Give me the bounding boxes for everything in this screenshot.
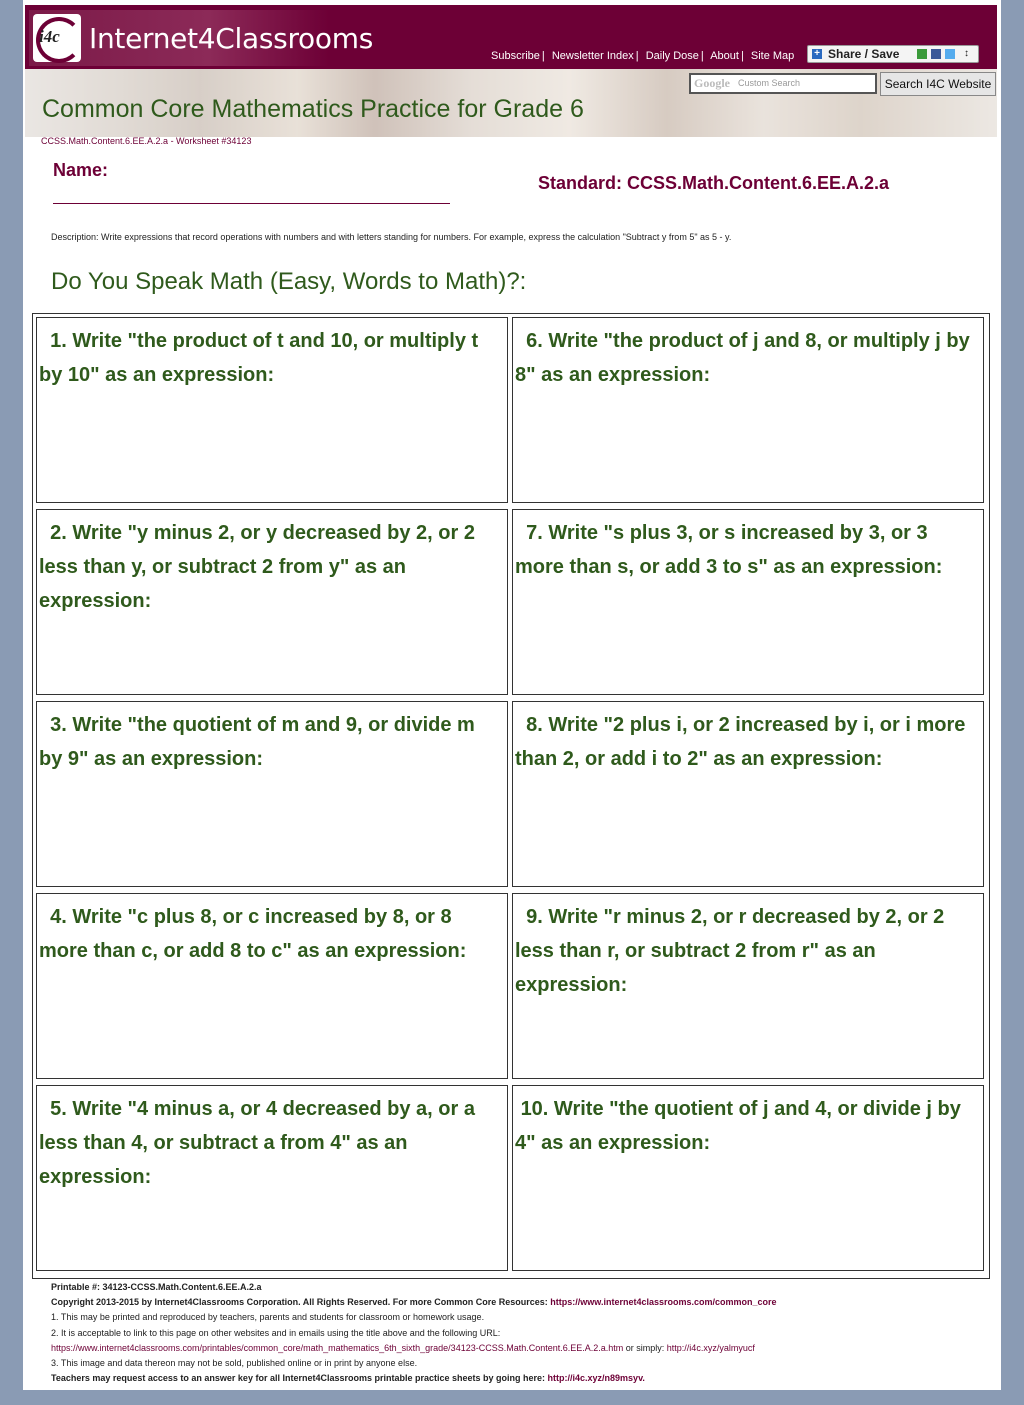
search-input[interactable] (689, 73, 877, 94)
footer (51, 1280, 991, 1386)
question-cell (36, 509, 508, 695)
nav-site-map[interactable]: Site Map (750, 50, 795, 62)
nav-daily-dose[interactable]: Daily Dose (645, 50, 699, 62)
url-line: https://www.internet4classrooms.com/printables/common_core/math_mathematics_6th_sixth_grade/34123-CCSS.Math.Content.6.EE.A.2.a.htm or simply: http://i4c.xyz/yalmyucf (51, 1342, 755, 1353)
banner (25, 69, 997, 137)
question-cell (36, 893, 508, 1079)
nav-newsletter-index[interactable]: Newsletter Index (551, 50, 634, 62)
question-text: 1. Write "the product of t and 10, or multiply t by 10" as an expression: (39, 330, 484, 386)
question-text: 8. Write "2 plus i, or 2 increased by i, or i more than 2, or add i to 2" as an expression: (515, 714, 971, 770)
logo-badge-text: i4c (39, 27, 60, 46)
site-header (25, 5, 997, 69)
common-core-link[interactable]: https://www.internet4classrooms.com/common_core (550, 1297, 777, 1308)
printable-number: Printable #: 34123-CCSS.Math.Content.6.EE.A.2.a (51, 1282, 262, 1292)
question-cell (512, 701, 984, 887)
short-url-link[interactable]: http://i4c.xyz/yalmyucf (666, 1342, 755, 1353)
question-text: 10. Write "the quotient of j and 4, or divide j by 4" as an expression: (515, 1098, 967, 1154)
question-cell (512, 1085, 984, 1271)
google-logo: Google (694, 76, 730, 90)
site-logo[interactable] (29, 10, 373, 66)
standard-label: Standard: CCSS.Math.Content.6.EE.A.2.a (538, 173, 890, 193)
chevron-updown-icon: ↕ (964, 48, 969, 59)
share-save-label: Share / Save (828, 47, 900, 61)
question-cell (36, 317, 508, 503)
twitter-icon (945, 49, 955, 59)
question-cell (36, 1085, 508, 1271)
answer-key-note: Teachers may request access to an answer key for all Internet4Classrooms printable practice sheets by going here: http://i4c.xyz/n89msyv. (51, 1373, 645, 1384)
logo-badge-icon (33, 14, 81, 62)
question-text: 3. Write "the quotient of m and 9, or divide m by 9" as an expression: (39, 714, 481, 770)
question-cell (512, 509, 984, 695)
description: Description: Write expressions that record operations with numbers and with letters standing for numbers. For example, express the calculation "Subtract y from 5" as 5 - y. (51, 232, 732, 242)
name-line (53, 203, 450, 204)
facebook-icon (931, 49, 941, 59)
plus-icon: + (812, 49, 822, 59)
top-nav: Subscribe | Newsletter Index | Daily Dose | About | Site Map (491, 50, 795, 62)
worksheet-id: CCSS.Math.Content.6.EE.A.2.a - Worksheet #34123 (41, 136, 252, 146)
note-2: 2. It is acceptable to link to this page on other websites and in emails using the title above and the following URL: (51, 1327, 501, 1338)
question-cell (512, 317, 984, 503)
name-label: Name: (53, 160, 109, 180)
nav-about[interactable]: About (710, 50, 739, 62)
question-text: 9. Write "r minus 2, or r decreased by 2, or 2 less than r, or subtract 2 from r" as an expression: (515, 906, 950, 996)
question-text: 6. Write "the product of j and 8, or multiply j by 8" as an expression: (515, 330, 976, 386)
question-text: 7. Write "s plus 3, or s increased by 3, or 3 more than s, or add 3 to s" as an expression: (515, 522, 943, 578)
search-placeholder: Custom Search (738, 78, 801, 88)
section-heading: Do You Speak Math (Easy, Words to Math)?: (51, 268, 527, 295)
questions-table (32, 313, 990, 1279)
question-cell (512, 893, 984, 1079)
copyright: Copyright 2013-2015 by Internet4Classrooms Corporation. All Rights Reserved. For more Common Core Resources: https://www.internet4classrooms.com/common_core (51, 1297, 777, 1308)
question-cell (36, 701, 508, 887)
share-icon (917, 49, 927, 59)
question-text: 5. Write "4 minus a, or 4 decreased by a, or a less than 4, or subtract a from 4" as an expression: (39, 1098, 481, 1188)
answer-key-link[interactable]: http://i4c.xyz/n89msyv. (547, 1373, 645, 1384)
note-3: 3. This image and data thereon may not be sold, published online or in print by anyone else. (51, 1358, 418, 1369)
page-title: Common Core Mathematics Practice for Grade 6 (42, 95, 584, 123)
logo-text: Internet4Classrooms (89, 22, 373, 55)
worksheet-page (23, 0, 1001, 1390)
note-1: 1. This may be printed and reproduced by teachers, parents and students for classroom or homework usage. (51, 1312, 485, 1323)
share-save-button[interactable] (807, 45, 979, 63)
nav-subscribe[interactable]: Subscribe (491, 50, 540, 62)
question-text: 2. Write "y minus 2, or y decreased by 2, or 2 less than y, or subtract 2 from y" as an expression: (39, 522, 481, 612)
search-button[interactable]: Search I4C Website (880, 72, 996, 96)
worksheet-url-link[interactable]: https://www.internet4classrooms.com/printables/common_core/math_mathematics_6th_sixth_grade/34123-CCSS.Math.Content.6.EE.A.2.a.htm (51, 1342, 624, 1353)
question-text: 4. Write "c plus 8, or c increased by 8, or 8 more than c, or add 8 to c" as an expression: (39, 906, 467, 962)
